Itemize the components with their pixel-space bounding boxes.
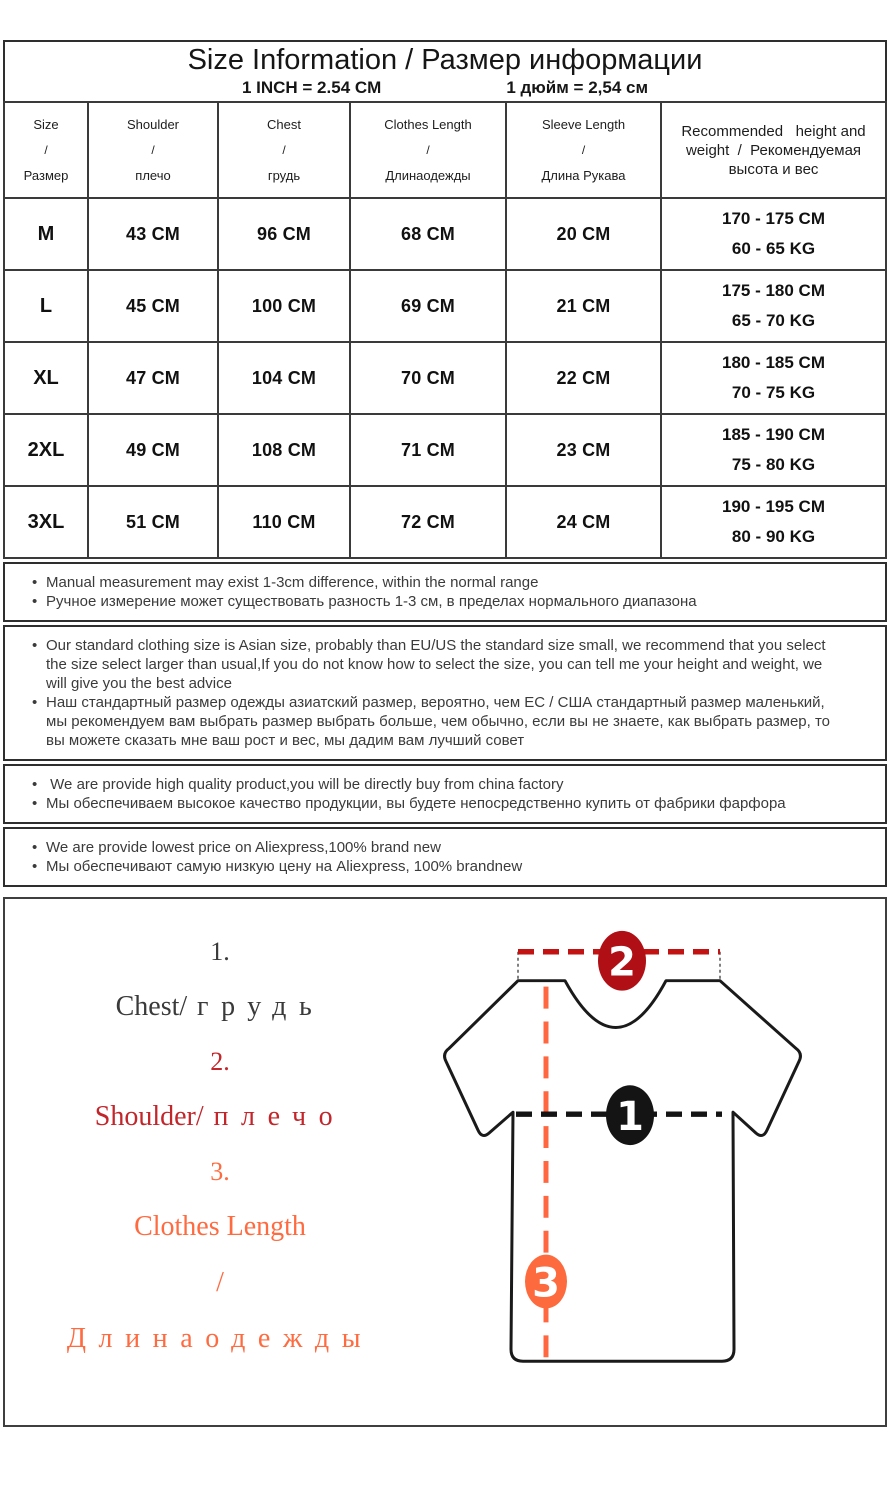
conversion-inch-ru: 1 дюйм = 2,54 см — [506, 78, 649, 97]
table-header-row — [4, 102, 886, 198]
measure-3-number: 3. — [210, 1157, 230, 1186]
measure-3-label-sep: / — [216, 1267, 224, 1298]
row-m-recommended — [661, 198, 886, 270]
header-chest — [218, 102, 350, 198]
header-clothes-length-ru: Длинаодежды — [385, 168, 471, 183]
row-l-sleeve: 21 CM — [506, 270, 661, 342]
row-xl-shoulder: 47 CM — [88, 342, 218, 414]
header-shoulder-en: Shoulder — [126, 117, 180, 132]
table-row — [4, 270, 886, 342]
row-2xl-length: 71 CM — [350, 414, 506, 486]
row-xl-recommended — [661, 342, 886, 414]
note-box-quality — [3, 764, 887, 824]
measure-1-label-ru: грудь — [196, 991, 325, 1022]
row-3xl-shoulder: 51 CM — [88, 486, 218, 558]
row-xl-length: 70 CM — [350, 342, 506, 414]
header-chest-ru: грудь — [267, 168, 301, 183]
header-clothes-length — [350, 102, 506, 198]
measure-1-number: 1. — [210, 937, 230, 966]
row-xl-size: XL — [4, 342, 88, 414]
header-size-en: Size — [33, 117, 59, 132]
row-2xl-height: 185 - 190 CM — [722, 425, 825, 444]
table-row — [4, 486, 886, 558]
tshirt-outline — [445, 981, 801, 1362]
table-row — [4, 198, 886, 270]
measure-3-label-en: Clothes Length — [134, 1211, 306, 1242]
row-3xl-height: 190 - 195 CM — [722, 497, 825, 516]
header-sleeve-length — [506, 102, 661, 198]
header-shoulder — [88, 102, 218, 198]
row-3xl-sleeve: 24 CM — [506, 486, 661, 558]
row-m-length: 68 CM — [350, 198, 506, 270]
row-l-recommended — [661, 270, 886, 342]
note-item: • Наш стандартный размер одежды азиатский размер, вероятно, чем ЕС / США стандартный размер маленький, мы рекомендуем вам выбрать размер выбрать больше, чем обычно, если вы не знаете, как выбрать размер, то вы можете сказать мне ваш рост и вес, мы дадим вам лучший совет — [31, 693, 845, 750]
measure-2-label-en: Shoulder/ — [94, 1101, 204, 1132]
row-2xl-recommended — [661, 414, 886, 486]
header-size-ru: Размер — [23, 168, 69, 183]
row-2xl-sleeve: 23 CM — [506, 414, 661, 486]
note-item: • Ручное измерение может существовать разность 1-3 см, в пределах нормального диапазона — [31, 592, 845, 611]
row-l-size: L — [4, 270, 88, 342]
row-l-weight: 65 - 70 KG — [731, 311, 816, 330]
row-3xl-recommended — [661, 486, 886, 558]
header-size — [4, 102, 88, 198]
note-box-asian-size — [3, 625, 887, 761]
row-xl-sleeve: 22 CM — [506, 342, 661, 414]
note-item: • Мы обеспечиваем высокое качество продукции, вы будете непосредственно купить от фабрики фарфора — [31, 794, 845, 813]
header-sleeve-length-en: Sleeve Length — [541, 117, 626, 132]
row-2xl-shoulder: 49 CM — [88, 414, 218, 486]
row-l-height: 175 - 180 CM — [722, 281, 825, 300]
header-sleeve-length-sep: / — [581, 143, 586, 157]
row-l-length: 69 CM — [350, 270, 506, 342]
note-box-measurement — [3, 562, 887, 622]
header-sleeve-length-ru: Длина Рукава — [541, 168, 626, 183]
row-xl-weight: 70 - 75 KG — [731, 383, 816, 402]
row-m-sleeve: 20 CM — [506, 198, 661, 270]
header-recommended-text: Recommended height and weight / Рекомендуемая высота и вес — [681, 122, 870, 178]
row-m-shoulder: 43 CM — [88, 198, 218, 270]
row-2xl-chest: 108 CM — [218, 414, 350, 486]
row-m-chest: 96 CM — [218, 198, 350, 270]
measure-1-label-en: Chest/ — [115, 991, 188, 1022]
row-l-chest: 100 CM — [218, 270, 350, 342]
badge-2 — [598, 931, 646, 991]
badge-1 — [606, 1085, 654, 1145]
badge-3 — [525, 1255, 567, 1309]
badge-2-number: 2 — [608, 939, 636, 986]
row-m-height: 170 - 175 CM — [722, 209, 825, 228]
conversion-row — [5, 77, 885, 98]
measure-2-label-ru: плечо — [213, 1101, 346, 1132]
conversion-inch: 1 INCH = 2.54 CM — [241, 78, 382, 97]
row-2xl-size: 2XL — [4, 414, 88, 486]
row-l-shoulder: 45 CM — [88, 270, 218, 342]
table-row — [4, 342, 886, 414]
header-clothes-length-sep: / — [426, 143, 430, 157]
row-3xl-chest: 110 CM — [218, 486, 350, 558]
table-row — [4, 414, 886, 486]
row-3xl-size: 3XL — [4, 486, 88, 558]
note-item: • Manual measurement may exist 1-3cm difference, within the normal range — [31, 573, 845, 592]
measurement-diagram-box — [3, 897, 887, 1427]
row-m-weight: 60 - 65 KG — [731, 239, 816, 258]
tshirt-diagram — [5, 899, 885, 1425]
note-item: • We are provide lowest price on Aliexpress,100% brand new — [31, 838, 845, 857]
header-clothes-length-en: Clothes Length — [384, 117, 472, 132]
header-chest-en: Chest — [267, 117, 301, 132]
note-box-price — [3, 827, 887, 887]
row-m-size: M — [4, 198, 88, 270]
row-2xl-weight: 75 - 80 KG — [731, 455, 816, 474]
row-xl-height: 180 - 185 CM — [722, 353, 825, 372]
badge-3-number: 3 — [532, 1260, 560, 1307]
header-shoulder-sep: / — [151, 143, 155, 157]
note-item: • Мы обеспечивают самую низкую цену на Aliexpress, 100% brandnew — [31, 857, 845, 876]
row-xl-chest: 104 CM — [218, 342, 350, 414]
header-shoulder-ru: плечо — [135, 168, 171, 183]
header-chest-sep: / — [282, 143, 286, 157]
page-title: Size Information / Размер информации — [187, 44, 703, 76]
size-table — [3, 101, 887, 559]
measure-3-label-ru: Длинаодежды — [66, 1323, 374, 1354]
note-item: • We are provide high quality product,you will be directly buy from china factory — [31, 775, 845, 794]
header-size-sep: / — [44, 143, 48, 157]
row-3xl-length: 72 CM — [350, 486, 506, 558]
note-item: • Our standard clothing size is Asian size, probably than EU/US the standard size small, we recommend that you select the size select larger than usual,If you do not know how to select the size, you can tell me your height and weight, we will give you the best advice — [31, 636, 845, 693]
badge-1-number: 1 — [616, 1094, 644, 1141]
row-3xl-weight: 80 - 90 KG — [731, 527, 816, 546]
header-recommended — [661, 102, 886, 198]
title-box — [3, 40, 887, 103]
measure-2-number: 2. — [210, 1047, 230, 1076]
